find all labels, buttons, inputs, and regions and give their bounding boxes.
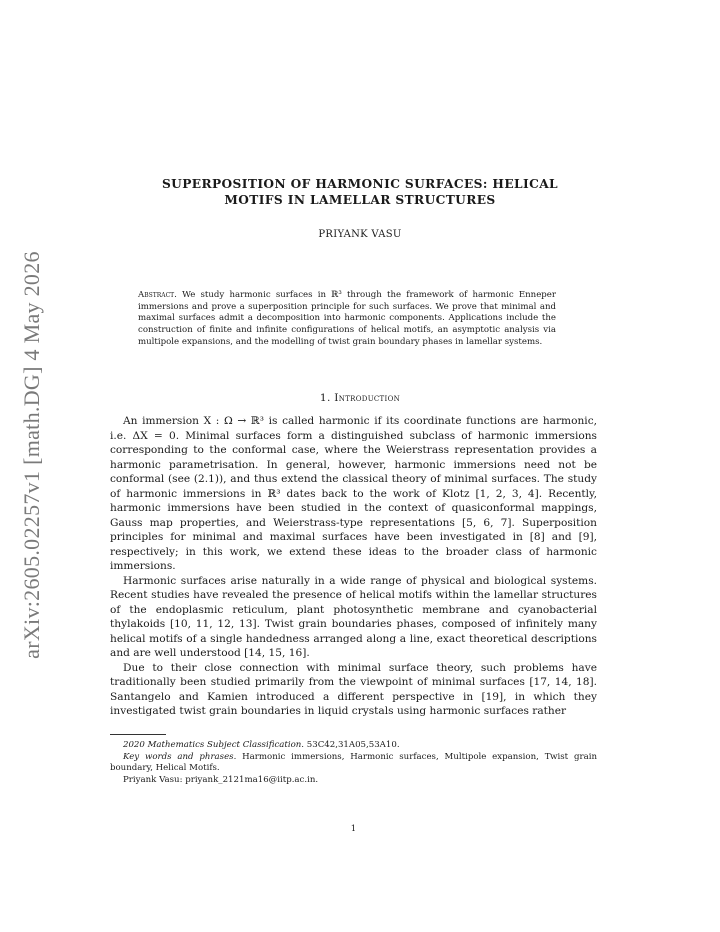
paper-title-line-1: SUPERPOSITION OF HARMONIC SURFACES: HELICAL bbox=[161, 177, 559, 191]
paper-title bbox=[110, 176, 610, 208]
page-number: 1 bbox=[350, 824, 357, 834]
paragraph: An immersion X : Ω → ℝ³ is called harmonic if its coordinate functions are harmonic, i.e. ΔX = 0. Minimal surfaces form a distinguished subclass of harmonic immersions corresponding to the conformal case, where the Weierstrass representation provides a harmonic parametrisation. In general, however, harmonic immersions need not be conformal (see (2.1)), and thus extend the classical theory of minimal surfaces. The study of harmonic immersions in ℝ³ dates back to the work of Klotz [1, 2, 3, 4]. Recently, harmonic immersions have been studied in the context of quasiconformal mappings, Gauss map properties, and Weierstrass-type representations [5, 6, 7]. Superposition principles for minimal and maximal surfaces have been investigated in [8] and [9], respectively; in this work, we extend these ideas to the broader class of harmonic immersions. bbox=[110, 415, 597, 572]
paragraph: Harmonic surfaces arise naturally in a wide range of physical and biological systems. Recent studies have revealed the presence of helical motifs within the lamellar structures of the endoplasmic reticulum, plant photosynthetic membrane and cyanobacterial thylakoids [10, 11, 12, 13]. Twist grain boundaries phases, composed of infinitely many helical motifs of a single handedness arranged along a line, exact theoretical descriptions and are well understood [14, 15, 16]. bbox=[110, 574, 597, 659]
author-name: PRIYANK VASU bbox=[318, 229, 402, 240]
footnote-msc-label: 2020 Mathematics Subject Classification. bbox=[123, 740, 305, 750]
footnote-divider bbox=[110, 734, 166, 735]
arxiv-identifier-text: arXiv:2605.02257v1 [math.DG] 4 May 2026 bbox=[19, 251, 44, 659]
footnotes bbox=[110, 740, 597, 786]
footnote-keywords-value: Harmonic immersions, Harmonic surfaces, Multipole expansion, Twist grain boundary, Helical Motifs. bbox=[110, 751, 597, 774]
introduction-body bbox=[110, 414, 597, 719]
section-heading-introduction: 1. Introduction bbox=[319, 392, 401, 404]
footnote-keywords-label: Key words and phrases. bbox=[123, 751, 237, 762]
footnote-msc-value: 53C42,31A05,53A10. bbox=[306, 740, 400, 750]
abstract bbox=[138, 290, 556, 349]
arxiv-identifier-stamp bbox=[12, 250, 52, 660]
paragraph: Due to their close connection with minimal surface theory, such problems have traditionally been studied primarily from the viewpoint of minimal surfaces [17, 14, 18]. Santangelo and Kamien introduced a different perspective in [19], in which they investigated twist grain boundaries in liquid crystals using harmonic surfaces rather bbox=[110, 661, 597, 717]
paper-title-line-2: MOTIFS IN LAMELLAR STRUCTURES bbox=[224, 193, 496, 207]
abstract-label: Abstract. bbox=[138, 290, 177, 300]
footnote-contact: Priyank Vasu: priyank_2121ma16@iitp.ac.in. bbox=[123, 774, 319, 785]
abstract-text: We study harmonic surfaces in ℝ³ through the framework of harmonic Enneper immersions and prove a superposition principle for such surfaces. We prove that minimal and maximal surfaces admit a decomposition into harmonic components. Applications include the construction of finite and infinite configurations of helical motifs, an asymptotic analysis via multipole expansions, and the modelling of twist grain boundary phases in lamellar systems. bbox=[138, 290, 556, 347]
footnote-msc bbox=[110, 740, 597, 752]
footnote-keywords bbox=[110, 752, 597, 775]
